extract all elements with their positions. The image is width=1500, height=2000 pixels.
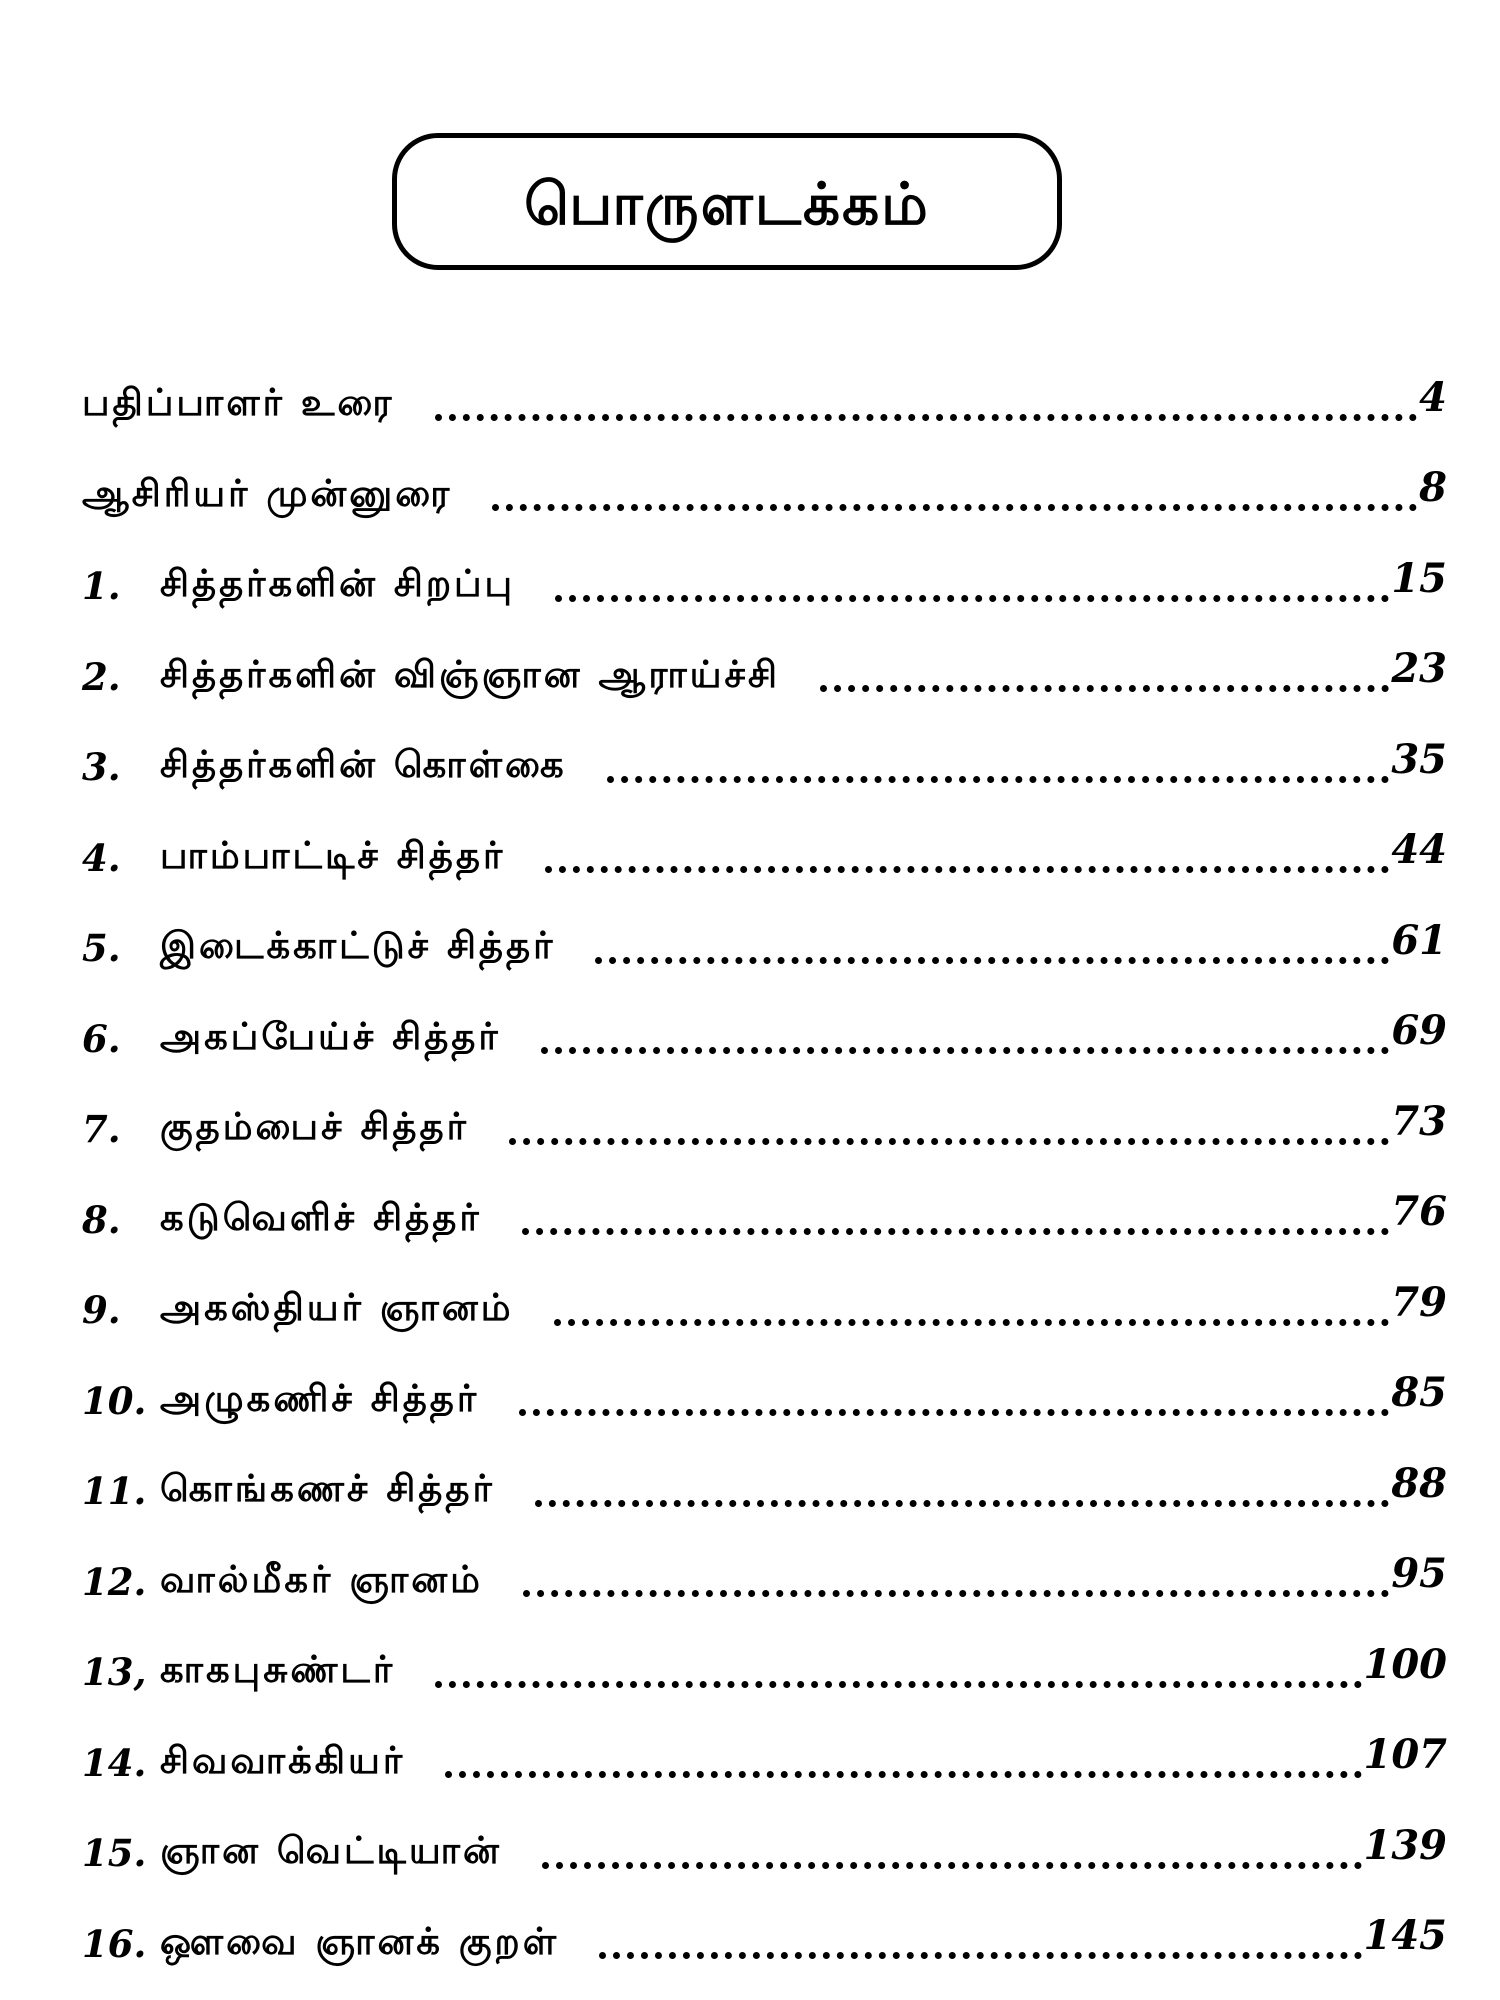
toc-entry-page: 4 xyxy=(1419,373,1447,421)
dot-leader xyxy=(435,1681,1361,1688)
toc-entry-page: 76 xyxy=(1391,1188,1447,1236)
toc-entry-number: 9. xyxy=(82,1288,121,1333)
toc-entry-label: அகப்பேய்ச் சித்தர் xyxy=(160,1014,501,1058)
toc-entry xyxy=(82,1537,1447,1628)
dot-leader xyxy=(435,414,1418,421)
toc-entry-number: 12. xyxy=(82,1559,147,1604)
toc-entry-label: அழுகணிச் சித்தர் xyxy=(160,1376,480,1420)
page-title: பொருளடக்கம் xyxy=(524,169,930,238)
toc-entry xyxy=(82,1899,1447,1990)
toc-entry-number: 4. xyxy=(82,835,121,880)
toc-entry-number: 3. xyxy=(82,745,121,790)
toc-entry-page: 44 xyxy=(1391,826,1447,874)
dot-leader xyxy=(555,595,1389,602)
toc-entry xyxy=(82,1356,1447,1447)
toc-entry-label: ஔவை ஞானக் குறள் xyxy=(160,1919,560,1963)
toc-entry xyxy=(82,632,1447,723)
toc-entry-number: 8. xyxy=(82,1197,121,1242)
toc-entry-label: குதம்பைச் சித்தர் xyxy=(160,1105,469,1149)
toc-entry-label: வால்மீகர் ஞானம் xyxy=(160,1557,483,1601)
toc-entry xyxy=(82,541,1447,632)
dot-leader xyxy=(542,1862,1362,1869)
dot-leader xyxy=(445,1771,1361,1778)
dot-leader xyxy=(599,1952,1361,1959)
toc-entry-label: சிவவாக்கியர் xyxy=(160,1738,406,1782)
dot-leader xyxy=(595,957,1389,964)
toc-entry xyxy=(82,1084,1447,1175)
dot-leader xyxy=(509,1138,1389,1145)
toc-entry-number: 10. xyxy=(82,1378,147,1423)
toc-entry-page: 95 xyxy=(1391,1550,1447,1598)
toc-entry-number: 15. xyxy=(82,1831,147,1876)
toc-entry xyxy=(82,1718,1447,1809)
toc-entry-label: இடைக்காட்டுச் சித்தர் xyxy=(160,924,556,968)
table-of-contents xyxy=(82,360,1447,1989)
toc-entry-number: 6. xyxy=(82,1016,121,1061)
toc-entry-label: அகஸ்தியர் ஞானம் xyxy=(160,1286,514,1330)
toc-entry-label: பதிப்பாளர் உரை xyxy=(82,381,395,425)
toc-entry xyxy=(82,994,1447,1085)
toc-entry xyxy=(82,903,1447,994)
toc-entry-page: 85 xyxy=(1391,1369,1447,1417)
toc-entry-page: 69 xyxy=(1391,1007,1447,1055)
toc-entry-page: 15 xyxy=(1391,554,1447,602)
dot-leader xyxy=(545,866,1389,873)
toc-entry-page: 139 xyxy=(1363,1821,1447,1869)
dot-leader xyxy=(519,1409,1389,1416)
toc-entry-page: 61 xyxy=(1391,916,1447,964)
title-box xyxy=(392,133,1062,270)
toc-entry-label: சித்தர்களின் சிறப்பு xyxy=(160,562,516,606)
toc-entry-page: 23 xyxy=(1391,645,1447,693)
toc-entry-label: ஞான வெட்டியான் xyxy=(160,1829,502,1873)
toc-entry-label: ஆசிரியர் முன்னுரை xyxy=(82,471,453,515)
toc-entry-number: 7. xyxy=(82,1107,121,1152)
toc-entry-number: 13, xyxy=(82,1650,147,1695)
dot-leader xyxy=(523,1590,1389,1597)
toc-entry xyxy=(82,813,1447,904)
toc-entry-label: கடுவெளிச் சித்தர் xyxy=(160,1195,482,1239)
toc-entry-page: 107 xyxy=(1363,1731,1447,1779)
toc-entry xyxy=(82,451,1447,542)
dot-leader xyxy=(492,504,1417,511)
dot-leader xyxy=(541,1047,1390,1054)
toc-entry xyxy=(82,1627,1447,1718)
toc-entry-number: 11. xyxy=(82,1469,147,1514)
toc-entry-number: 5. xyxy=(82,926,121,971)
toc-entry-number: 16. xyxy=(82,1921,147,1966)
dot-leader xyxy=(535,1500,1389,1507)
toc-entry xyxy=(82,360,1447,451)
toc-entry-page: 79 xyxy=(1391,1278,1447,1326)
dot-leader xyxy=(607,776,1390,783)
toc-entry-page: 88 xyxy=(1391,1459,1447,1507)
toc-entry xyxy=(82,1175,1447,1266)
toc-entry-label: சித்தர்களின் கொள்கை xyxy=(160,743,567,787)
toc-entry-page: 35 xyxy=(1391,735,1447,783)
toc-entry xyxy=(82,1446,1447,1537)
toc-entry xyxy=(82,722,1447,813)
toc-entry-label: பாம்பாட்டிச் சித்தர் xyxy=(160,833,506,877)
toc-entry-page: 8 xyxy=(1419,464,1447,512)
toc-entry-page: 73 xyxy=(1391,1097,1447,1145)
toc-entry-number: 2. xyxy=(82,654,121,699)
toc-entry-page: 100 xyxy=(1363,1640,1447,1688)
toc-entry-page: 145 xyxy=(1363,1912,1447,1960)
toc-entry xyxy=(82,1265,1447,1356)
toc-entry-label: கொங்கணச் சித்தர் xyxy=(160,1467,495,1511)
dot-leader xyxy=(554,1319,1390,1326)
toc-entry-number: 14. xyxy=(82,1740,147,1785)
toc-entry xyxy=(82,1808,1447,1899)
dot-leader xyxy=(522,1228,1390,1235)
dot-leader xyxy=(820,685,1389,692)
toc-entry-label: காகபுசுண்டர் xyxy=(160,1648,396,1692)
toc-entry-label: சித்தர்களின் விஞ்ஞான ஆராய்ச்சி xyxy=(160,652,780,696)
toc-entry-number: 1. xyxy=(82,564,121,609)
